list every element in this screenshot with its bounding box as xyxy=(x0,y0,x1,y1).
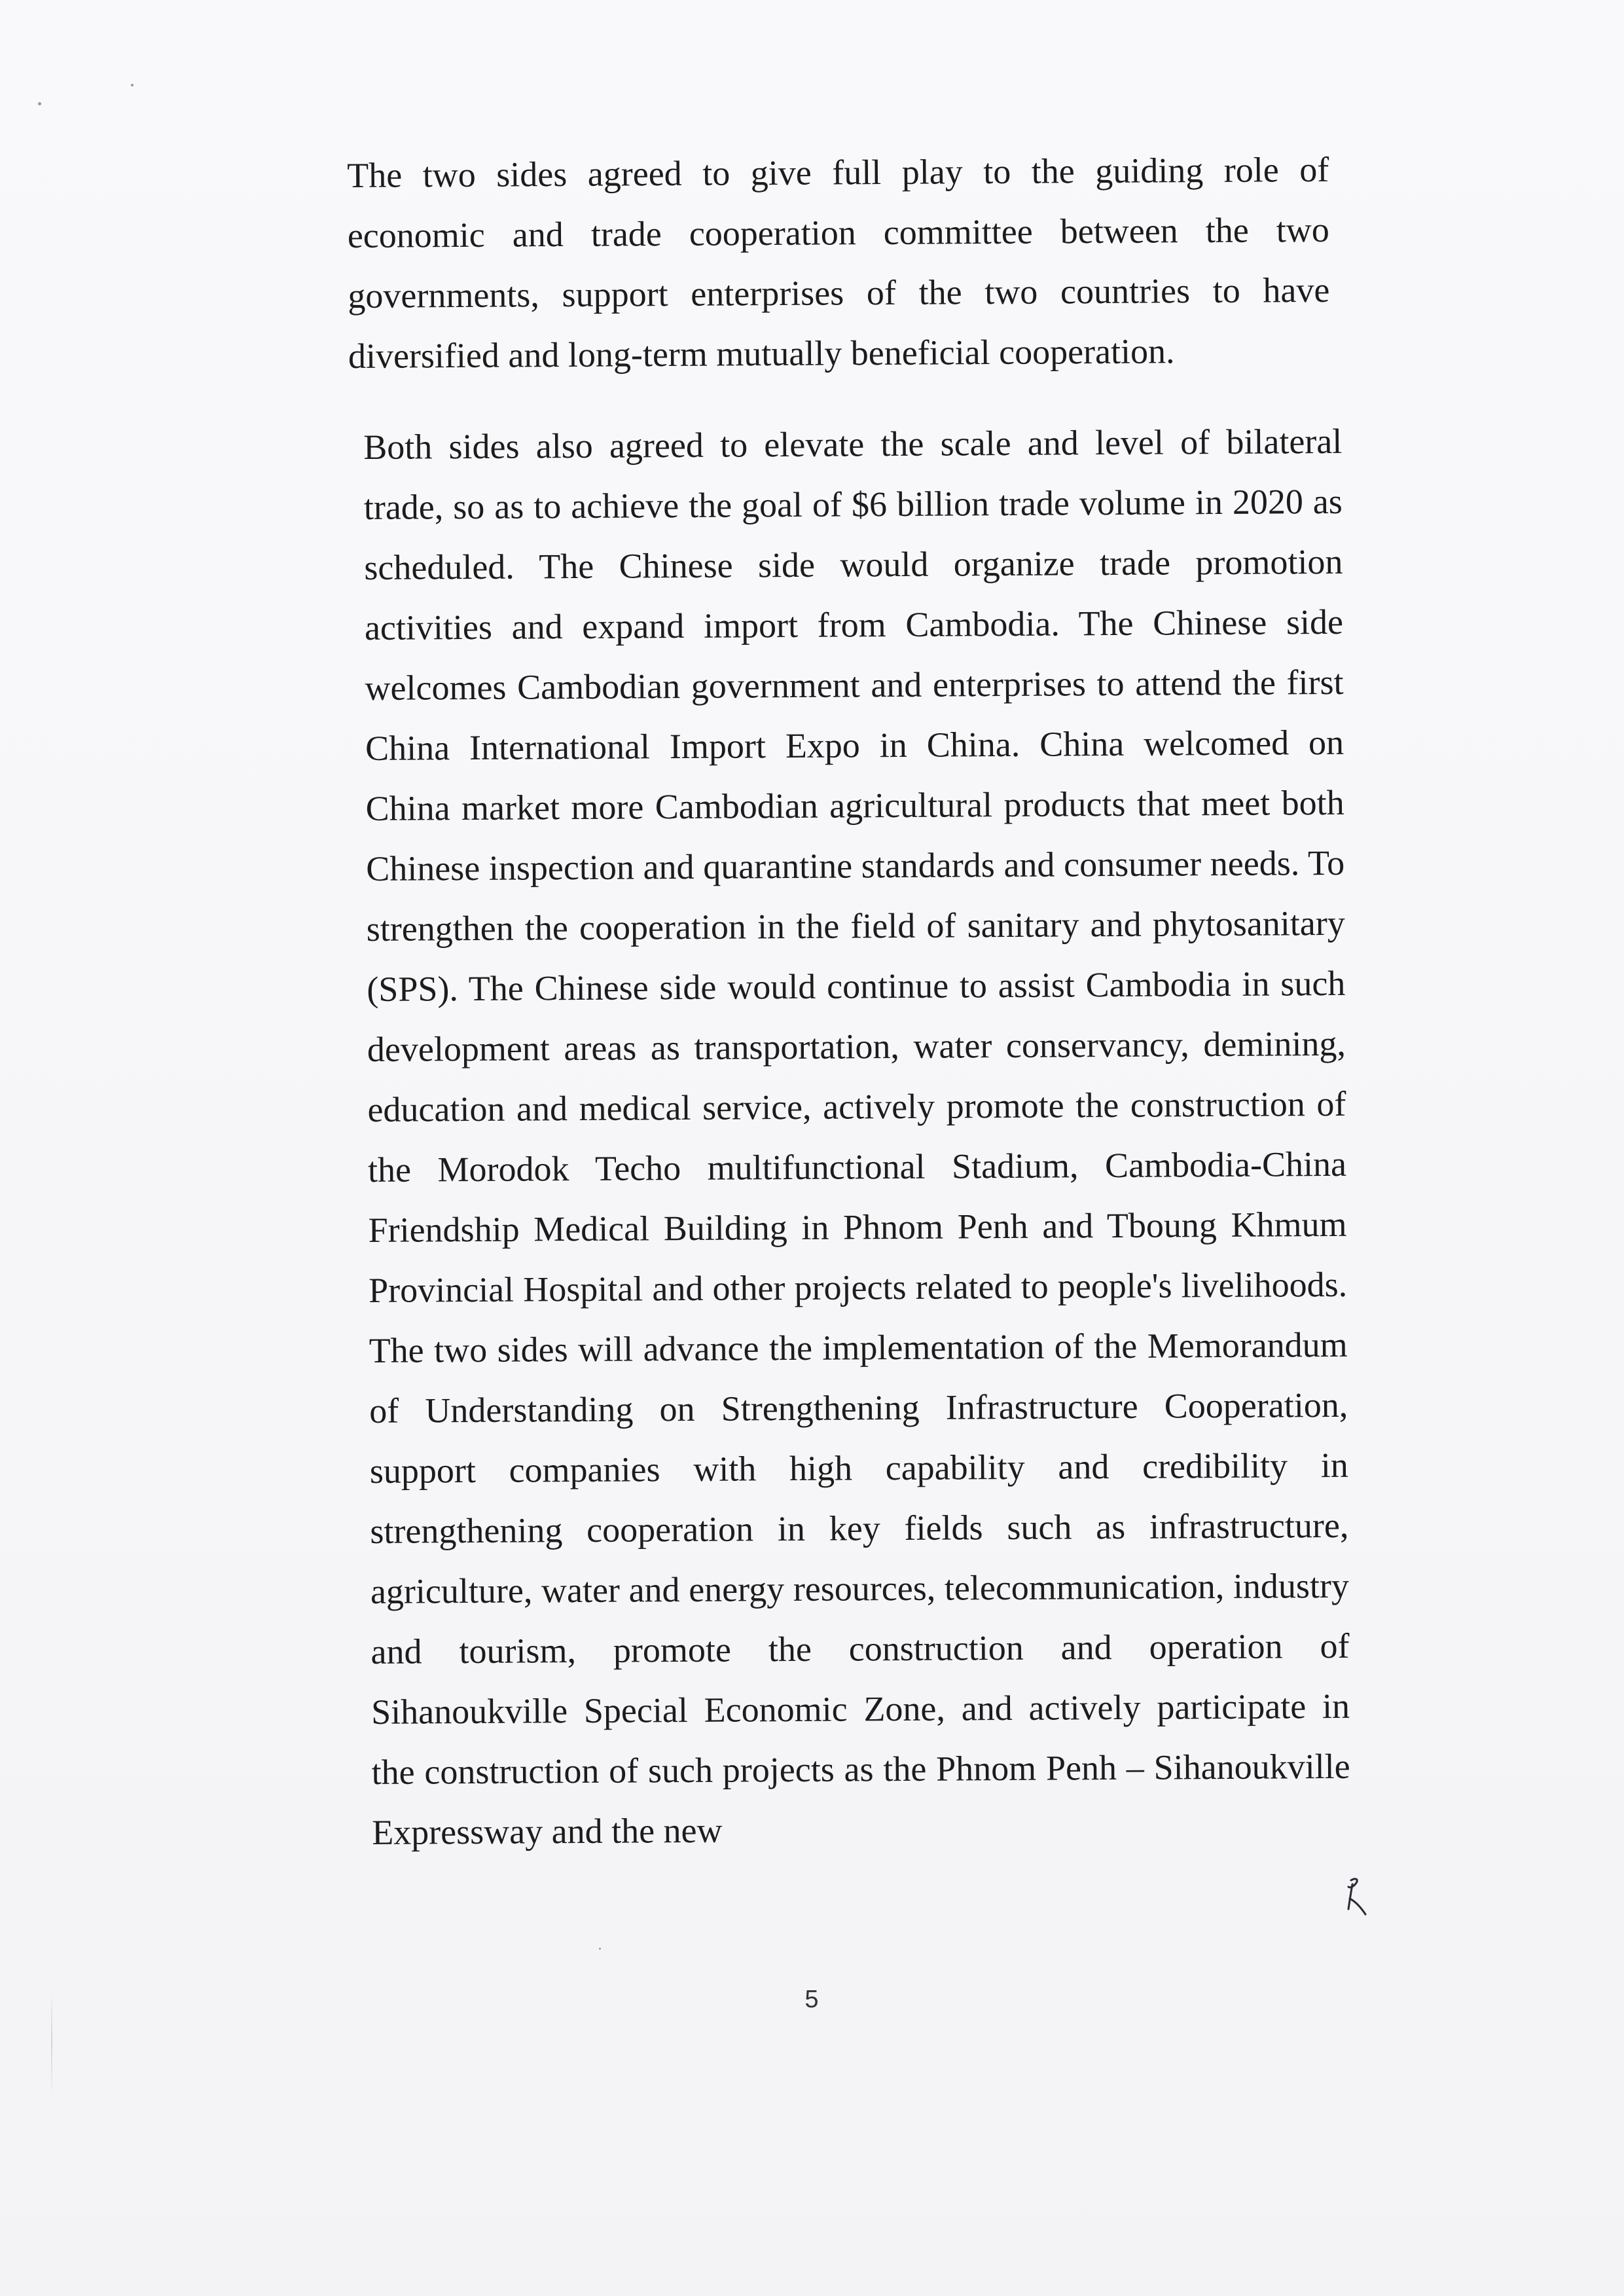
handwritten-initial-icon xyxy=(1335,1872,1375,1925)
paragraph-bilateral-trade: Both sides also agreed to elevate the scale and level of bilateral trade, so as to achieve the goal of $6 billion trade volume in 2020 as scheduled. The Chinese side would organize trade promotion activities and expand import from Cambodia. The Chinese side welcomes Cambodian government and enterprises to attend the first China International Import Expo in China. China welcomed on China market more Cambodian agricultural products that meet both Chinese inspection and quarantine standards and consumer needs. To strengthen the cooperation in the field of sanitary and phytosanitary (SPS). The Chinese side would continue to assist Cambodia in such development areas as transportation, water conservancy, demining, education and medical service, actively promote the construction of the Morodok Techo multifunctional Stadium, Cambodia-China Friendship Medical Building in Phnom Penh and Tboung Khmum Provincial Hospital and other projects related to people's livelihoods. The two sides will advance the implementation of the Memorandum of Understanding on Strengthening Infrastructure Cooperation, support companies with high capability and credibility in strengthening cooperation in key fields such as infrastructure, agriculture, water and energy resources, telecommunication, industry and tourism, promote the construction and operation of Sihanoukville Special Economic Zone, and actively participate in the construction of such projects as the Phnom Penh – Sihanoukville Expressway and the new xyxy=(363,421,1350,1852)
scan-edge-shadow xyxy=(51,1990,52,2095)
scan-speck xyxy=(131,84,134,86)
page-number: 5 xyxy=(804,1986,819,2013)
scan-speck xyxy=(38,102,41,105)
scan-speck xyxy=(599,1948,601,1950)
paragraph-trade-committee: The two sides agreed to give full play to the guiding role of economic and trade cooperation committee between the two governments, support enterprises of the two countries to have diversified and long-term mutually beneficial cooperation. xyxy=(347,149,1330,376)
